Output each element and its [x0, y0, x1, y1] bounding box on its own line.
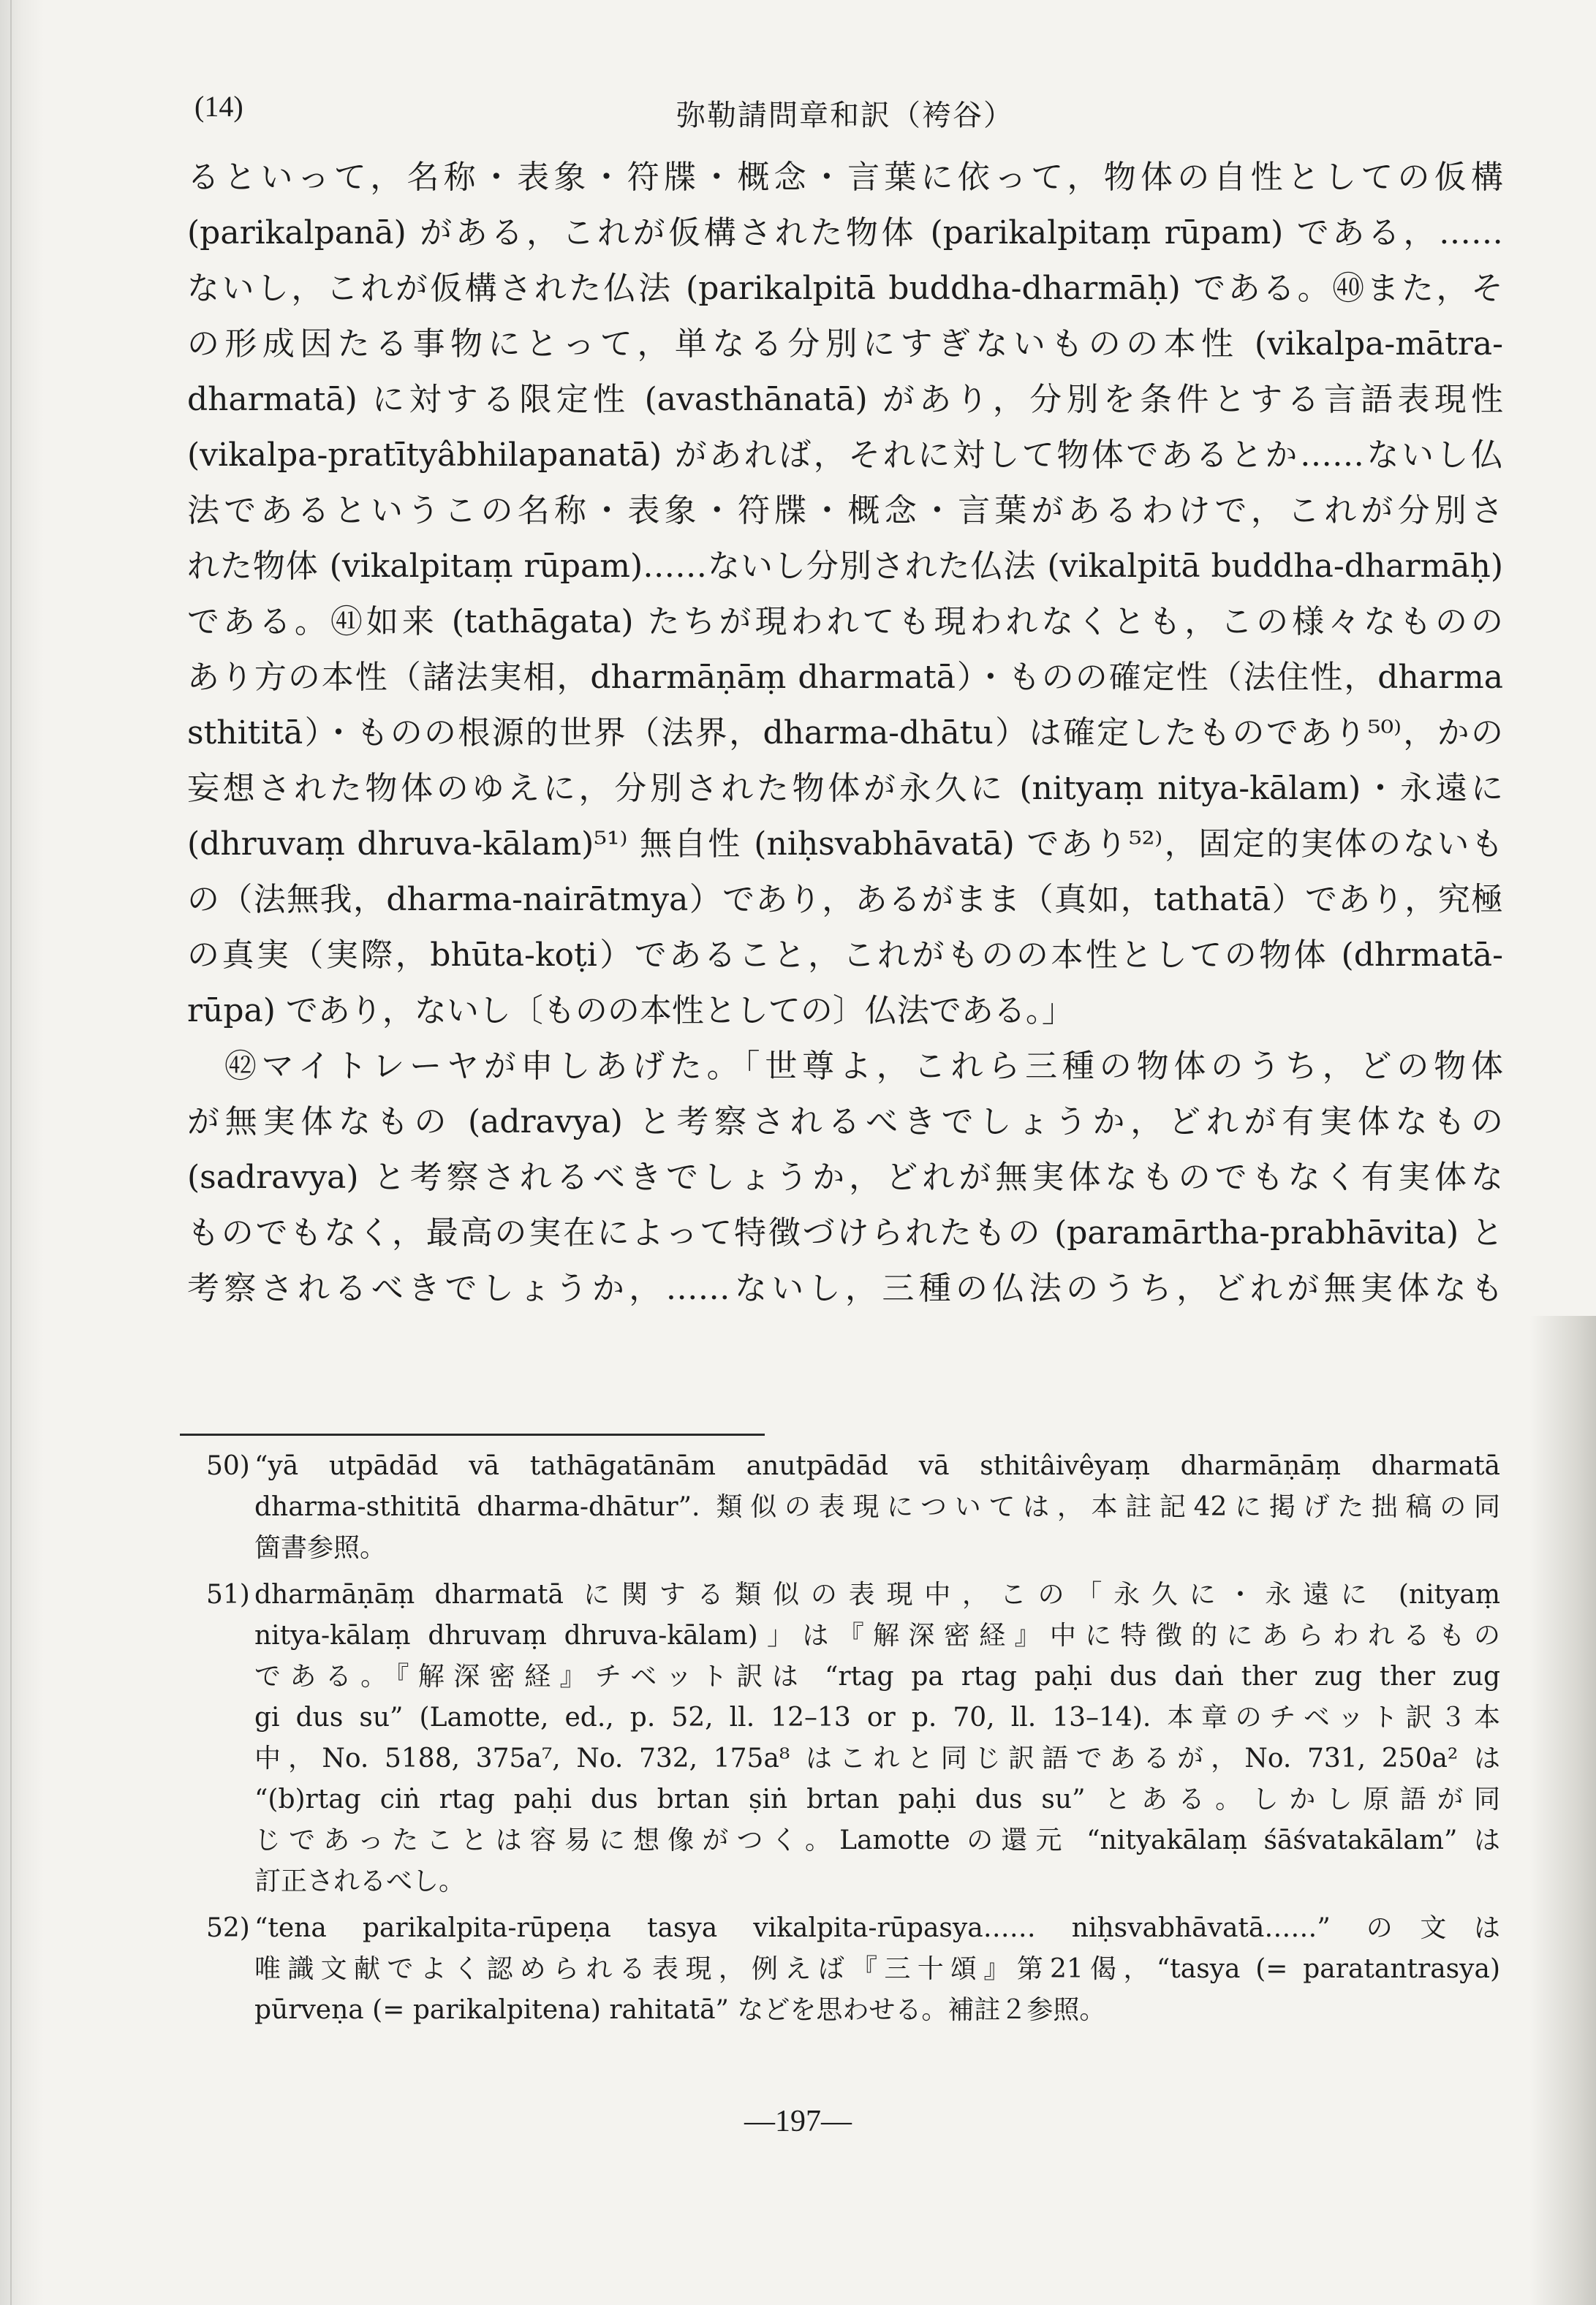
- footnote-line: 訂正されるべし。: [254, 1866, 466, 1896]
- body-line: の形成因たる事物にとって，単なる分別にすぎないものの本性 (vikalpa-mātra-: [187, 325, 1503, 363]
- body-line: (dhruvaṃ dhruva-kālam)⁵¹⁾ 無自性 (niḥsvabhāvatā) であり⁵²⁾，固定的実体のないも: [187, 825, 1503, 863]
- footnote-number: 50): [206, 1451, 250, 1481]
- page-edge-shadow: [1530, 1316, 1596, 2305]
- footnote-line: “yā utpādād vā tathāgatānām anutpādād vā sthitâivêyaṃ dharmāṇāṃ dharmatā: [254, 1451, 1500, 1481]
- footnote-number: 51): [206, 1580, 250, 1610]
- footnote-line: “(b)rtag ciṅ rtag paḥi dus brtan ṣiṅ brtan paḥi dus su” とある。しかし原語が同: [254, 1784, 1500, 1814]
- body-line: の（法無我，dharma-nairātmya）であり，あるがまま（真如，tathatā）であり，究極: [187, 881, 1503, 918]
- footnote-line: pūrveṇa (= parikalpitena) rahitatā” などを思わせる。補註２参照。: [254, 1995, 1106, 2025]
- folio-page-number: —197—: [744, 2105, 852, 2138]
- footnote-line: gi dus su” (Lamotte, ed., p. 52, ll. 12–13 or p. 70, ll. 13–14). 本章のチベット訳３本: [254, 1703, 1500, 1733]
- body-line: rūpa) であり，ないし〔ものの本性としての〕仏法である。」: [187, 992, 1074, 1029]
- body-line: が無実体なもの (adravya) と考察されるべきでしょうか，どれが有実体なもの: [187, 1103, 1503, 1140]
- body-text: [187, 150, 1503, 1317]
- running-head-page-number: (14): [194, 90, 243, 123]
- footnote-line: じであったことは容易に想像がつく。Lamotte の還元 “nityakālaṃ śāśvatakālam” は: [254, 1825, 1500, 1855]
- body-line: ㊷マイトレーヤが申しあげた。「世尊よ，これら三種の物体のうち，どの物体: [187, 1048, 1503, 1085]
- body-line: の真実（実際，bhūta-koṭi）であること，これがものの本性としての物体 (dhrmatā-: [187, 936, 1503, 974]
- footnote-line: 唯識文献でよく認められる表現，例えば『三十頌』第21偈，“tasya (= paratantrasya): [254, 1954, 1500, 1984]
- body-line: 法であるというこの名称・表象・符牒・概念・言葉があるわけで，これが分別さ: [187, 492, 1503, 529]
- footnote-50: [206, 1446, 1500, 1569]
- footnote-rule: [180, 1434, 765, 1436]
- body-line: 考察されるべきでしょうか，……ないし，三種の仏法のうち，どれが無実体なも: [187, 1270, 1503, 1307]
- body-line: である。㊶如来 (tathāgata) たちが現われても現われなくとも，この様々なものの: [187, 603, 1503, 640]
- footnote-line: である。『解深密経』チベット訳は “rtag pa rtag paḥi dus daṅ ther zug ther zug: [254, 1662, 1500, 1692]
- running-head: [187, 89, 1503, 133]
- body-line: (sadravya) と考察されるべきでしょうか，どれが無実体なものでもなく有実体な: [187, 1159, 1503, 1196]
- body-line: ないし，これが仮構された仏法 (parikalpitā buddha-dharmāḥ) である。㊵また，そ: [187, 270, 1503, 307]
- footnote-number: 52): [206, 1913, 250, 1943]
- body-line: あり方の本性（諸法実相，dharmāṇāṃ dharmatā）・ものの確定性（法住性，dharma: [187, 659, 1503, 696]
- footnote-51: [206, 1575, 1500, 1902]
- footnote-52: [206, 1908, 1500, 2031]
- footnote-line: dharmāṇāṃ dharmatā に関する類似の表現中，この「永久に・永遠に (nityaṃ: [254, 1580, 1500, 1610]
- body-line: dharmatā) に対する限定性 (avasthānatā) があり，分別を条件とする言語表現性: [187, 381, 1503, 418]
- footnote-line: 中，No. 5188, 375a⁷, No. 732, 175a⁸ はこれと同じ訳語であるが，No. 731, 250a² は: [254, 1744, 1500, 1774]
- body-line: (parikalpanā) がある，これが仮構された物体 (parikalpitaṃ rūpam) である，……: [187, 214, 1503, 251]
- body-line: sthititā）・ものの根源的世界（法界，dharma-dhātu）は確定したものであり⁵⁰⁾，かの: [187, 714, 1503, 752]
- binding-gutter-shadow: [0, 0, 44, 2305]
- body-line: れた物体 (vikalpitaṃ rūpam)……ないし分別された仏法 (vikalpitā buddha-dharmāḥ): [187, 548, 1503, 585]
- running-head-title: 弥勒請問章和訳（袴谷）: [676, 99, 1014, 132]
- footnote-line: nitya-kālaṃ dhruvaṃ dhruva-kālam)」は『解深密経』中に特徴的にあらわれるもの: [254, 1621, 1500, 1651]
- footnote-line: “tena parikalpita-rūpeṇa tasya vikalpita-rūpasya…… niḥsvabhāvatā……” の文は: [254, 1913, 1500, 1943]
- body-line: (vikalpa-pratītyâbhilapanatā) があれば，それに対して物体であるとか……ないし仏: [187, 436, 1503, 474]
- body-line: ものでもなく，最高の実在によって特徴づけられたもの (paramārtha-prabhāvita) と: [187, 1214, 1503, 1252]
- footnotes: [206, 1446, 1500, 2037]
- body-line: 妄想された物体のゆえに，分別された物体が永久に (nityaṃ nitya-kālam)・永遠に: [187, 770, 1503, 807]
- body-line: るといって，名称・表象・符牒・概念・言葉に依って，物体の自性としての仮構: [187, 159, 1503, 196]
- footnote-line: 箇書参照。: [254, 1533, 387, 1563]
- binding-edge-line: [10, 0, 12, 2305]
- footnote-line: dharma-sthititā dharma-dhātur”. 類似の表現については，本註記42に掲げた拙稿の同: [254, 1492, 1500, 1522]
